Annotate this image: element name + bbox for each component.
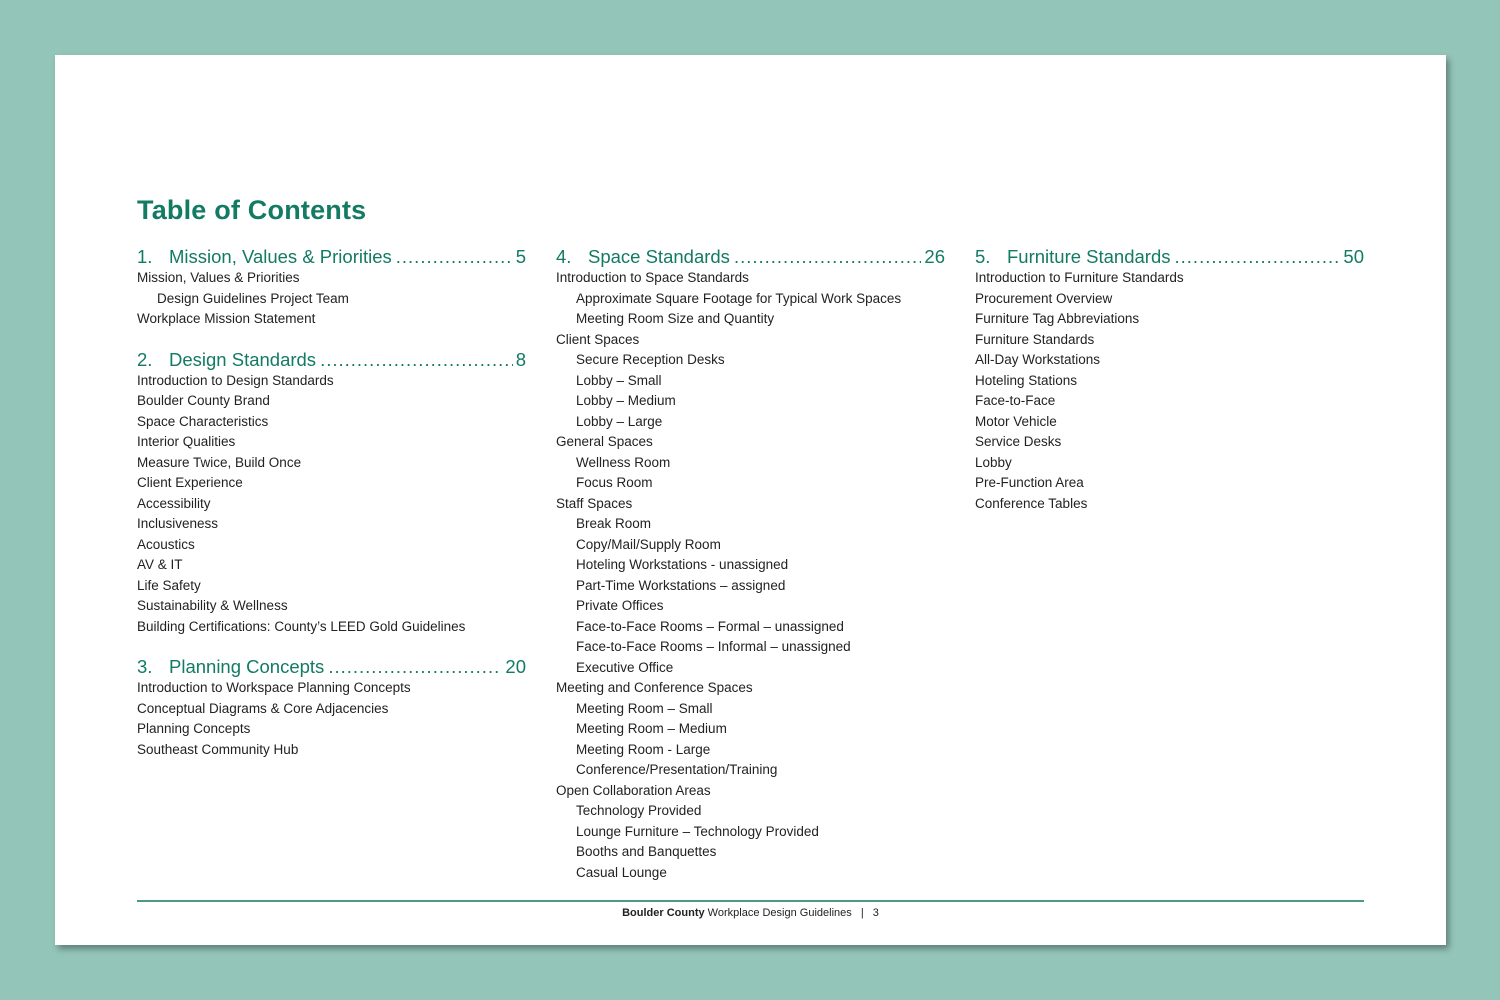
page-title: Table of Contents	[137, 195, 367, 225]
toc-subentry[interactable]: Focus Room	[576, 475, 653, 490]
toc-entry[interactable]: Procurement Overview	[975, 290, 1113, 306]
toc-entry[interactable]: Planning Concepts	[137, 721, 251, 736]
toc-subentry[interactable]: Executive Office	[576, 659, 674, 675]
toc-entry[interactable]: Open Collaboration Areas	[556, 782, 711, 798]
section-title: Design Standards	[169, 348, 317, 370]
toc-column	[975, 246, 1364, 533]
section-number: 3.	[137, 656, 153, 677]
dot-leader	[734, 246, 921, 268]
toc-entry[interactable]: Staff Spaces	[556, 495, 633, 511]
footer-document-title: Workplace Design Guidelines	[707, 907, 852, 919]
toc-entry-list	[556, 268, 945, 883]
toc-entry[interactable]: Hoteling Stations	[975, 372, 1078, 388]
section-title: Planning Concepts	[169, 656, 325, 677]
toc-subentry[interactable]: Lobby – Small	[576, 372, 662, 388]
toc-subentry[interactable]: Wellness Room	[576, 454, 671, 470]
section-title: Furniture Standards	[1007, 246, 1171, 267]
toc-subentry[interactable]: Lobby – Large	[576, 413, 663, 429]
section-page-number: 8	[515, 348, 526, 370]
toc-entry[interactable]: Sustainability & Wellness	[137, 598, 288, 613]
toc-entry[interactable]: Face-to-Face	[975, 393, 1056, 408]
toc-entry[interactable]: Pre-Function Area	[975, 475, 1084, 490]
toc-subentry[interactable]: Meeting Room Size and Quantity	[576, 311, 775, 326]
footer-organization: Boulder County	[622, 907, 705, 919]
document-page	[55, 55, 1446, 945]
toc-subentry[interactable]: Hoteling Workstations - unassigned	[576, 557, 789, 572]
toc-entry[interactable]: Mission, Values & Priorities	[137, 270, 300, 285]
toc-entry[interactable]: Conference Tables	[975, 495, 1088, 511]
toc-subentry[interactable]: Lounge Furniture – Technology Provided	[576, 823, 819, 839]
footer-separator: |	[860, 907, 864, 919]
toc-entry[interactable]: Southeast Community Hub	[137, 741, 299, 757]
toc-section-heading[interactable]	[137, 349, 526, 371]
toc-subentry[interactable]: Copy/Mail/Supply Room	[576, 536, 721, 552]
section-number: 1.	[137, 246, 153, 267]
toc-entry[interactable]: General Spaces	[556, 434, 653, 449]
section-title: Mission, Values & Priorities	[169, 246, 392, 267]
toc-entry[interactable]: Life Safety	[137, 577, 201, 593]
page-footer	[55, 907, 1446, 919]
toc-entry[interactable]: Inclusiveness	[137, 516, 219, 531]
toc-column	[556, 246, 945, 902]
toc-section-heading[interactable]	[556, 246, 945, 268]
toc-entry[interactable]: Motor Vehicle	[975, 413, 1057, 429]
toc-entry-list	[975, 268, 1364, 514]
toc-subentry[interactable]: Face-to-Face Rooms – Formal – unassigned	[576, 618, 844, 634]
toc-entry-list	[137, 268, 526, 330]
toc-entry[interactable]: Measure Twice, Build Once	[137, 454, 302, 470]
toc-entry[interactable]: Introduction to Space Standards	[556, 270, 749, 285]
toc-column	[137, 246, 526, 779]
section-number: 4.	[556, 246, 572, 267]
toc-subentry[interactable]: Secure Reception Desks	[576, 352, 725, 367]
toc-entry[interactable]: Introduction to Design Standards	[137, 372, 334, 388]
toc-section	[137, 349, 526, 638]
footer-page-number: 3	[872, 907, 879, 919]
toc-entry[interactable]: Meeting and Conference Spaces	[556, 680, 753, 695]
toc-section-heading[interactable]	[137, 656, 526, 678]
section-page-number: 50	[1343, 246, 1364, 267]
toc-entry-list	[137, 371, 526, 638]
toc-entry-list	[137, 678, 526, 760]
toc-entry[interactable]: Accessibility	[137, 495, 211, 511]
toc-section	[137, 656, 526, 760]
toc-subentry[interactable]: Approximate Square Footage for Typical Work Spaces	[576, 290, 902, 306]
toc-entry[interactable]: Building Certifications: County’s LEED Gold Guidelines	[137, 618, 466, 634]
toc-section-heading[interactable]	[137, 246, 526, 268]
section-page-number: 20	[505, 656, 526, 677]
toc-subentry[interactable]: Private Offices	[576, 598, 664, 613]
toc-entry[interactable]: Furniture Standards	[975, 331, 1095, 347]
toc-section	[975, 246, 1364, 514]
toc-entry[interactable]: Service Desks	[975, 434, 1062, 449]
toc-subentry[interactable]: Break Room	[576, 516, 652, 531]
toc-subentry[interactable]: Booths and Banquettes	[576, 844, 717, 859]
toc-entry[interactable]: Introduction to Furniture Standards	[975, 270, 1184, 285]
toc-entry[interactable]: Client Experience	[137, 475, 243, 490]
dot-leader	[396, 246, 513, 268]
dot-leader	[1175, 246, 1341, 268]
toc-subentry[interactable]: Casual Lounge	[576, 864, 667, 880]
toc-entry[interactable]: All-Day Workstations	[975, 352, 1101, 367]
dot-leader	[320, 349, 513, 371]
toc-entry[interactable]: Workplace Mission Statement	[137, 311, 316, 326]
section-number: 2.	[137, 348, 153, 370]
toc-subentry[interactable]: Part-Time Workstations – assigned	[576, 577, 786, 593]
toc-entry[interactable]: Lobby	[975, 454, 1012, 470]
toc-entry[interactable]: Client Spaces	[556, 331, 640, 347]
toc-subentry[interactable]: Conference/Presentation/Training	[576, 762, 778, 777]
toc-subentry[interactable]: Face-to-Face Rooms – Informal – unassigned	[576, 639, 851, 654]
footer-divider	[137, 900, 1364, 902]
toc-subentry[interactable]: Lobby – Medium	[576, 393, 676, 408]
toc-section	[137, 246, 526, 330]
toc-entry[interactable]: Space Characteristics	[137, 413, 269, 429]
toc-entry[interactable]: AV & IT	[137, 557, 183, 572]
toc-entry[interactable]: Conceptual Diagrams & Core Adjacencies	[137, 700, 389, 716]
toc-section	[556, 246, 945, 883]
toc-entry[interactable]: Boulder County Brand	[137, 393, 270, 408]
toc-subentry[interactable]: Meeting Room - Large	[576, 741, 711, 757]
toc-subentry[interactable]: Technology Provided	[576, 803, 702, 818]
toc-subentry[interactable]: Meeting Room – Medium	[576, 721, 727, 736]
toc-section-heading[interactable]	[975, 246, 1364, 268]
toc-subentry[interactable]: Design Guidelines Project Team	[157, 290, 349, 306]
section-page-number: 5	[515, 246, 526, 267]
toc-entry[interactable]: Furniture Tag Abbreviations	[975, 311, 1140, 326]
dot-leader	[328, 656, 502, 678]
toc-subentry[interactable]: Meeting Room – Small	[576, 700, 713, 716]
section-title: Space Standards	[588, 246, 730, 267]
section-number: 5.	[975, 246, 991, 267]
toc-entry[interactable]: Interior Qualities	[137, 434, 236, 449]
section-page-number: 26	[924, 246, 945, 267]
toc-entry[interactable]: Acoustics	[137, 536, 195, 552]
toc-entry[interactable]: Introduction to Workspace Planning Concepts	[137, 680, 411, 695]
